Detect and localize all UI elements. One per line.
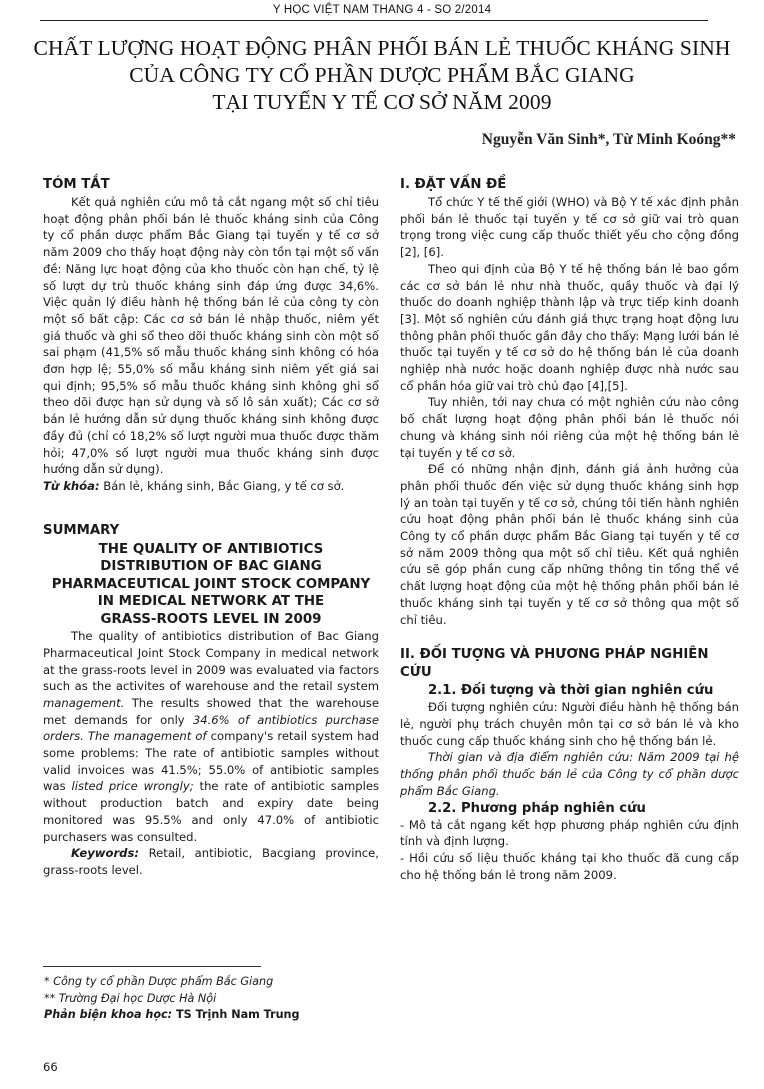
summary-text: company's retail system had some problems: The rate of antibiotic samples without valid invoices was 41.5%; 55.0% of antibiotic samples was — [43, 729, 379, 794]
footnote-rule — [43, 966, 261, 967]
running-head: Y HỌC VIỆT NAM THANG 4 - SO 2/2014 — [272, 4, 492, 16]
reviewer-label: Phản biện khoa học: — [44, 1008, 173, 1021]
title-line: CỦA CÔNG TY CỔ PHẦN DƯỢC PHẨM BẮC GIANG — [129, 63, 635, 87]
summary-title-line: IN MEDICAL NETWORK AT THE — [97, 594, 325, 610]
page-number: 66 — [43, 1060, 58, 1074]
section1-paragraph: Theo qui định của Bộ Y tế hệ thống bán lẻ bao gồm các cơ sở bán lẻ như nhà thuốc, quầy thuốc và đại lý thuốc do doanh nghiệp thành lập và trực tiếp kinh doanh [3]. Một số nghiên cứu đánh giá thực trạng hoạt động lưu thông phân phối thuốc gần đây cho thấy: Mạng lưới bán lẻ thuốc tại tuyến y tế cơ sở do hệ thống bán lẻ của doanh nghiệp nhà nước hoặc doanh nghiệp được nhà nước sau cổ phần hóa giữ vai trò chủ đạo [4],[5]. — [400, 261, 739, 393]
subsection-2-1-heading: 2.1. Đối tượng và thời gian nghiên cứu — [428, 683, 714, 699]
section1-paragraph: Để có những nhận định, đánh giá ảnh hưởng của phân phối thuốc đến việc sử dụng thuốc kháng sinh hợp lý an toàn tại tuyến y tế cơ sở, chúng tôi tiến hành nghiên cứu hoạt động phân phối bán lẻ thuốc kháng sinh của Công ty cổ phần dược phẩm Bắc Giang tại tuyến y tế cơ sở năm 2009 thông qua một số chỉ tiêu. Kết quả nghiên cứu sẽ góp phần cung cấp những thông tin tổng thể về chất lượng hoạt động của một hệ thống phân phối bán lẻ thuốc kháng sinh tại tuyến y tế cơ sở thông qua một số chỉ tiêu. — [400, 462, 739, 627]
subsection-2-1-italic-paragraph: Thời gian và địa điểm nghiên cứu: Năm 2009 tại hệ thống phân phối thuốc bán lẻ của Công ty cổ phần dược phẩm Bắc Giang. — [400, 750, 739, 798]
left-column — [43, 176, 379, 879]
summary-title-line: THE QUALITY OF ANTIBIOTICS — [98, 541, 324, 557]
abstract-keywords — [43, 478, 379, 495]
summary-title-line: DISTRIBUTION OF BAC GIANG — [100, 559, 322, 575]
reviewer-name: TS Trịnh Nam Trung — [172, 1008, 300, 1021]
footnotes — [44, 974, 374, 1024]
reviewer — [44, 1007, 374, 1024]
section1-paragraph: Tổ chức Y tế thế giới (WHO) và Bộ Y tế xác định phân phối bán lẻ thuốc tại tuyến y tế cơ sở giữ vai trò quan trọng trong việc cung cấp thuốc thiết yếu cho cộng đồng [2], [6]. — [400, 195, 739, 260]
section2-heading: II. ĐỐI TƯỢNG VÀ PHƯƠNG PHÁP NGHIÊN CỨU — [400, 647, 709, 681]
summary-text-italic: listed price wrongly; — [71, 779, 194, 794]
section1-heading: I. ĐẶT VẤN ĐỀ — [400, 177, 507, 192]
summary-text: The results showed that the warehouse met demands for only — [43, 695, 379, 727]
footnote-affiliation-1: * Công ty cổ phần Dược phẩm Bắc Giang — [44, 975, 274, 988]
method-item: - Hồi cứu số liệu thuốc kháng tại kho thuốc đã cung cấp cho hệ thống bán lẻ trong năm 2009. — [400, 850, 739, 882]
title-line: CHẤT LƯỢNG HOẠT ĐỘNG PHÂN PHỐI BÁN LẺ THUỐC KHÁNG SINH — [33, 36, 731, 60]
authors: Nguyễn Văn Sinh*, Từ Minh Koóng** — [481, 131, 736, 148]
summary-text-italic: 34.6% of antibiotics purchase orders. The management of — [43, 712, 379, 744]
summary-title-line: PHARMACEUTICAL JOINT STOCK COMPANY — [51, 576, 371, 592]
method-item: - Mô tả cắt ngang kết hợp phương pháp nghiên cứu định tính và định lượng. — [400, 817, 739, 849]
section1-paragraph: Tuy nhiên, tới nay chưa có một nghiên cứu nào công bố chất lượng hoạt động phân phối bán lẻ thuốc nói chung và kháng sinh nói riêng của một hệ thống bán lẻ tại tuyến y tế cơ sở. — [400, 395, 739, 460]
subsection-2-2-heading: 2.2. Phương pháp nghiên cứu — [428, 800, 646, 816]
title-line: TẠI TUYẾN Y TẾ CƠ SỞ NĂM 2009 — [212, 90, 552, 114]
header-rule — [40, 20, 708, 21]
summary-text: the rate of antibiotic samples without production batch and expiry date being monitored was 95.5% and only 47.0% of antibiotic purchasers was consulted. — [43, 779, 379, 844]
article-title — [0, 35, 764, 116]
keywords-text-en: Retail, antibiotic, Bacgiang province, grass-roots level. — [43, 846, 379, 877]
abstract-body: Kết quả nghiên cứu mô tả cắt ngang một số chỉ tiêu hoạt động phân phối bán lẻ thuốc kháng sinh của Công ty cổ phần dược phẩm Bắc Giang tại tuyến y tế cơ sở năm 2009 cho thấy hoạt động này còn tồn tại một số vấn đề: Năng lực hoạt động của kho thuốc còn hạn chế, tỷ lệ số lượt dự trù thuốc kháng sinh đáp ứng được 34,6%. Việc quản lý điều hành hệ thống bán lẻ của công ty còn một số bất cập: Các cơ sở bán lẻ nhập thuốc, niêm yết giá thuốc và ghi sổ theo dõi thuốc kháng sinh còn một số sai phạm (41,5% số mẫu thuốc kháng sinh không có hóa đơn hợp lệ; 55,0% số mẫu kháng sinh niêm yết giá sai qui định; 95,5% số mẫu thuốc kháng sinh không ghi sổ theo dõi được hạn sử dụng và số lô sản xuất); Các cơ sở bán lẻ hướng dẫn sử dụng thuốc kháng sinh không được đầy đủ (chỉ có 18,2% số lượt người mua thuốc được thăm hỏi; 47,0% số lượt người mua thuốc kháng sinh được hướng dẫn sử dụng). — [43, 195, 379, 477]
keywords-text: Bán lẻ, kháng sinh, Bắc Giang, y tế cơ sở. — [99, 478, 345, 493]
subsection-2-1-paragraph: Đối tượng nghiên cứu: Người điều hành hệ thống bán lẻ, người phụ trách chuyên môn tại cơ sở bán lẻ và kho thuốc cung cấp thuốc kháng sinh cho hệ thống bán lẻ. — [400, 700, 739, 748]
footnote-affiliation-2: ** Trường Đại học Dược Hà Nội — [44, 991, 217, 1005]
summary-keywords — [43, 845, 379, 878]
right-column — [400, 176, 739, 883]
summary-text-italic: management. — [43, 695, 125, 710]
summary-heading: SUMMARY — [43, 522, 120, 538]
keywords-label: Từ khóa: — [43, 478, 100, 493]
summary-title-line: GRASS-ROOTS LEVEL IN 2009 — [100, 611, 322, 627]
summary-body — [43, 628, 379, 845]
abstract-heading: TÓM TẮT — [43, 177, 110, 192]
keywords-label-en: Keywords: — [71, 846, 139, 861]
summary-text: The quality of antibiotics distribution of Bac Giang Pharmaceutical Joint Stock Company in medical network at the grass-roots level in 2009 was evaluated via factors such as the activites of warehouse and the retail system — [43, 629, 379, 694]
summary-title — [43, 541, 379, 629]
